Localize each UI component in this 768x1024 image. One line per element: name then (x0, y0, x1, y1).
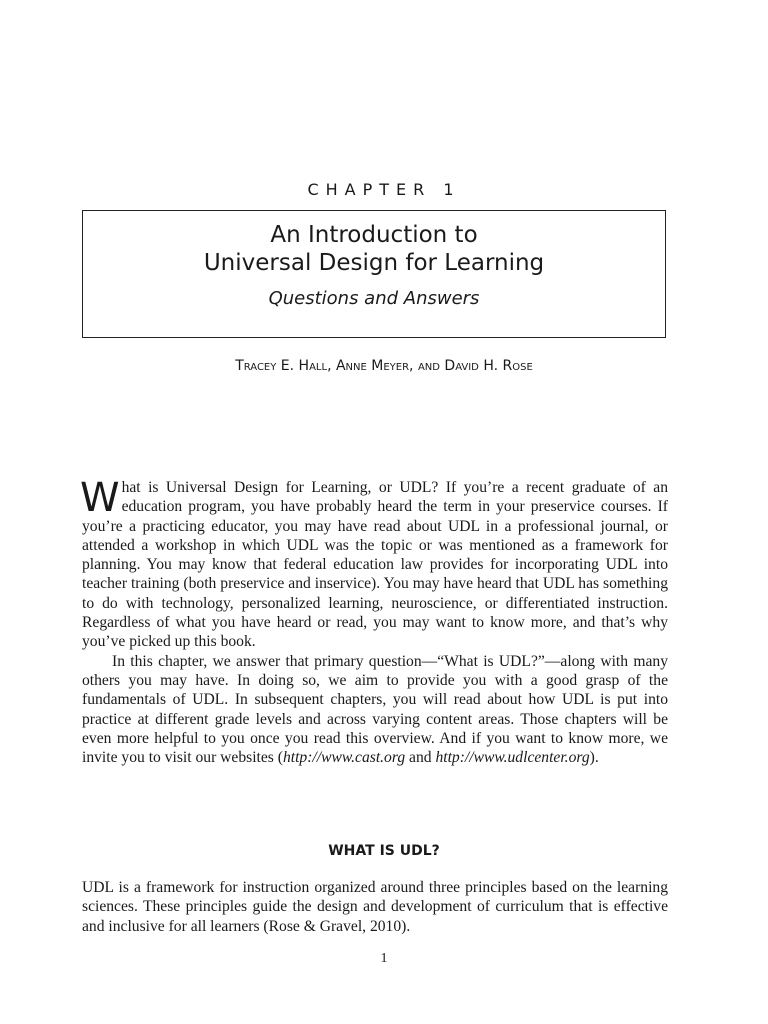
chapter-title-box (82, 210, 666, 338)
intro-paragraph-1 (80, 475, 668, 652)
chapter-authors: Tracey E. Hall, Anne Meyer, and David H. Rose (235, 358, 533, 374)
intro-paragraph-2 (82, 652, 668, 768)
cast-url-link[interactable]: http://www.cast.org (282, 749, 406, 767)
intro-body (80, 475, 668, 767)
drop-cap: W (80, 475, 120, 521)
chapter-title-line-2: Universal Design for Learning (203, 250, 545, 276)
intro-paragraph-1-text: hat is Universal Design for Learning, or UDL? If you’re a recent graduate of an education program, you have probably heard the term in your preservice courses. If you’re a practicing educator, you may have read about UDL in a professional journal, or attended a workshop in which UDL was the topic or was mentioned as a framework for planning. You may know that federal education law provides for incorporating UDL into teacher training (both preservice and inservice). You may have heard that UDL has something to do with technology, personalized learning, neuroscience, or differentiated instruction. Regardless of what you have heard or read, you may want to know more, and that’s why you’ve picked up this book. (82, 479, 668, 651)
intro-paragraph-2-text: In this chapter, we answer that primary question—“What is UDL?”—along with many others you may have. In doing so, we aim to provide you with a good grasp of the fundamentals of UDL. In subsequent chapters, you will read about how UDL is put into practice at different grade levels and across varying content areas. Those chapters will be even more helpful to you once you read this overview. And if you want to know more, we invite you to visit our websites ( (82, 652, 668, 767)
udlcenter-url-link[interactable]: http://www.udlcenter.org (435, 749, 590, 767)
and-text: and (405, 749, 436, 767)
intro-paragraph-2-end: ). (589, 749, 599, 767)
chapter-subtitle: Questions and Answers (268, 288, 480, 309)
section-heading: WHAT IS UDL? (328, 843, 440, 859)
chapter-title-line-1: An Introduction to (270, 222, 478, 248)
section-paragraph: UDL is a framework for instruction organized around three principles based on the learning sciences. These principles guide the design and development of curriculum that is effective and inclusive for all learners (Rose & Gravel, 2010). (82, 879, 668, 935)
chapter-label: CHAPTER 1 (307, 180, 461, 199)
page-number: 1 (380, 951, 388, 966)
